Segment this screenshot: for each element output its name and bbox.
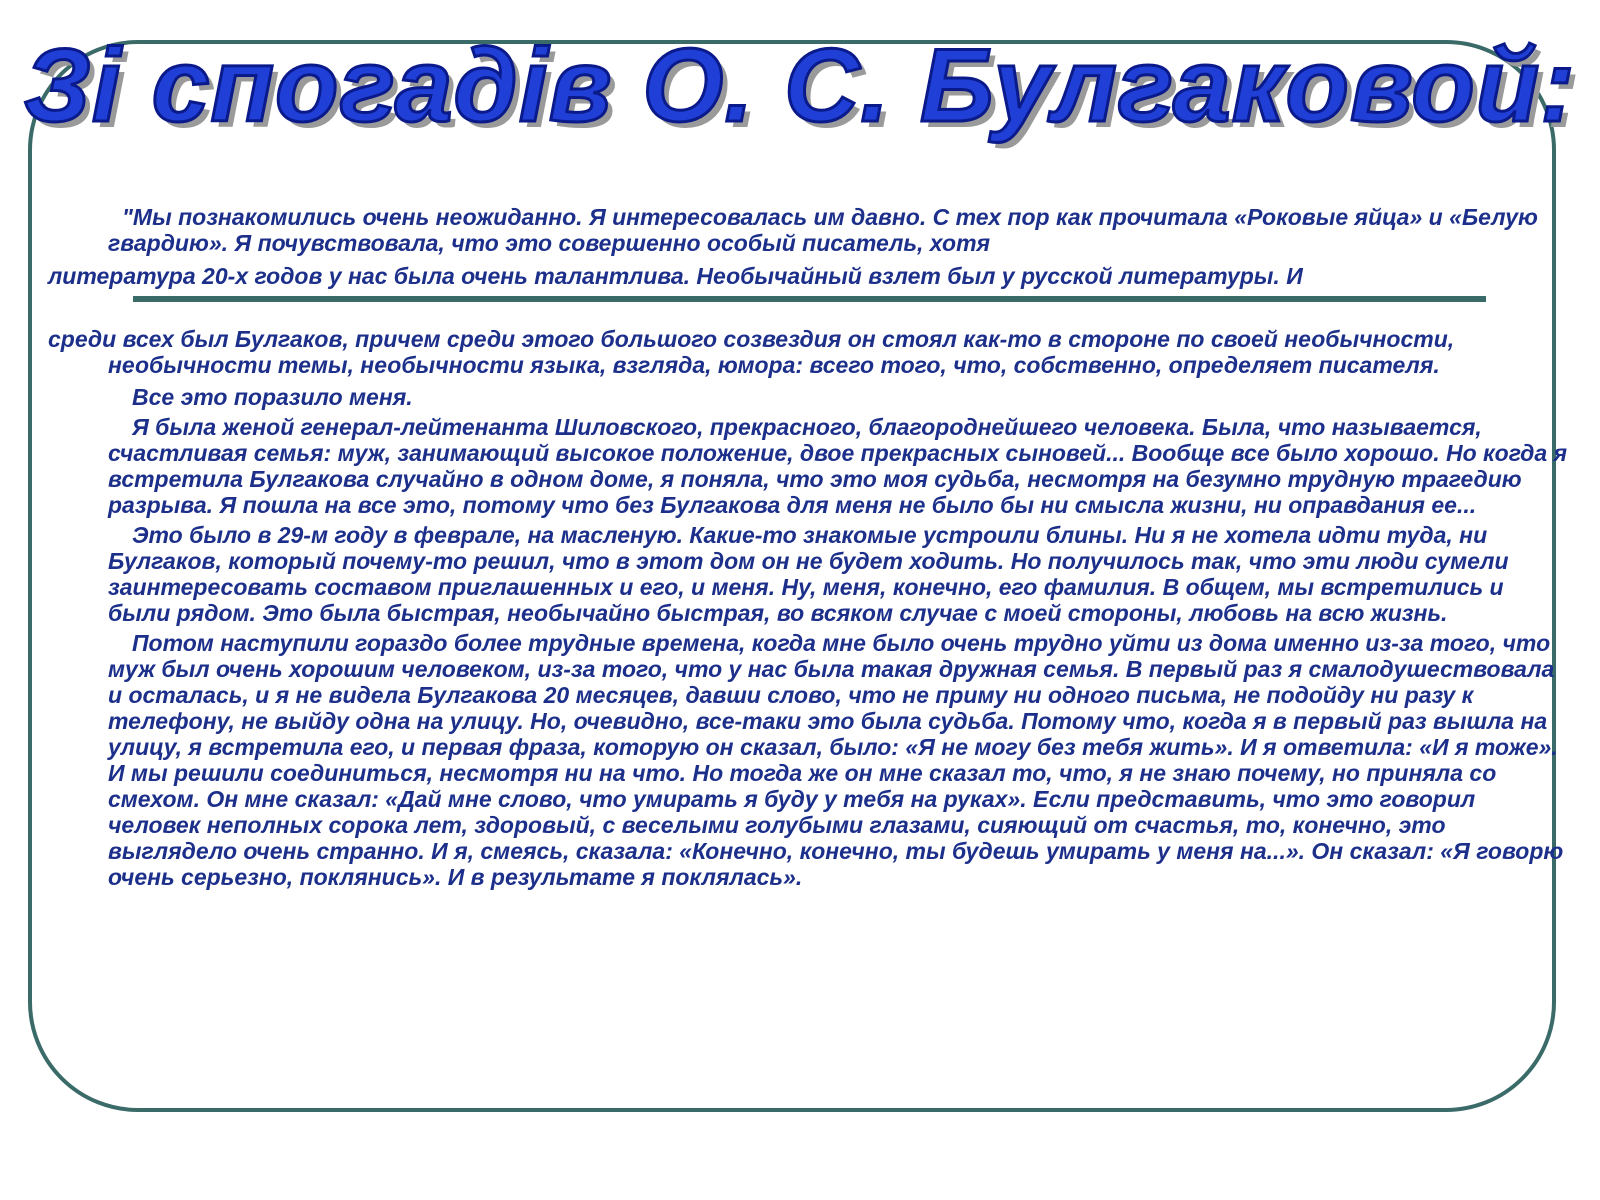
divider-line: [133, 296, 1486, 302]
paragraph-1: среди всех был Булгаков, причем среди этого большого созвездия он стоял как-то в стороне по своей необычности, необычности темы, необычности языка, взгляда, юмора: всего того, что, собственно, определяет писателя.: [48, 326, 1455, 378]
memoir-body: [48, 326, 1568, 894]
paragraph-5: Потом наступили гораздо более трудные времена, когда мне было очень трудно уйти из дома именно из-за того, что муж был очень хорошим человеком, из-за того, что у нас была такая дружная семья. В первый раз я смалодушествовала и осталась, и я не видела Булгакова 20 месяцев, давши слово, что не приму ни одного письма, не подойду ни разу к телефону, не выйду одна на улицу. Но, очевидно, все-таки это была судьба. Потому что, когда я в первый раз вышла на улицу, я встретила его, и первая фраза, которую он сказал, было: «Я не могу без тебя жить». И я ответила: «И я тоже». И мы решили соединиться, несмотря ни на что. Но тогда же он мне сказал то, что, я не знаю почему, но приняла со смехом. Он мне сказал: «Дай мне слово, что умирать я буду у тебя на руках». Если представить, что это говорил человек неполных сорока лет, здоровый, с веселыми голубыми глазами, сияющий от счастья, то, конечно, это выглядело очень странно. И я, смеясь, сказала: «Конечно, конечно, ты будешь умирать у меня на...». Он сказал: «Я говорю очень серьезно, поклянись». И в результате я поклялась».: [108, 630, 1564, 890]
quote-intro: "Мы познакомились очень неожиданно. Я интересовалась им давно. С тех пор как прочитала «Роковые яйца» и «Белую гвардию». Я почувствовала, что это совершенно особый писатель, хотя: [108, 204, 1538, 256]
paragraph-4: Это было в 29-м году в феврале, на масленую. Какие-то знакомые устроили блины. Ни я не хотела идти туда, ни Булгаков, который почему-то решил, что в этот дом он не будет ходить. Но получилось так, что эти люди сумели заинтересовать составом приглашенных и его, и меня. Ну, меня, конечно, его фамилия. В общем, мы встретились и были рядом. Это была быстрая, необычайно быстрая, во всяком случае с моей стороны, любовь на всю жизнь.: [108, 522, 1509, 626]
slide-title: Зі спогадів О. С. Булгаковой:: [24, 28, 1576, 144]
quote-intro-block: [108, 204, 1568, 256]
paragraph-3: Я была женой генерал-лейтенанта Шиловского, прекрасного, благороднейшего человека. Была, что называется, счастливая семья: муж, занимающий высокое положение, двое прекрасных сыновей... Вообще все было хорошо. Но когда я встретила Булгакова случайно в одном доме, я поняла, что это моя судьба, несмотря на безумно трудную трагедию разрыва. Я пошла на все это, потому что без Булгакова для меня не было бы ни смысла жизни, ни оправдания ее...: [108, 414, 1568, 518]
paragraph-2: Все это поразило меня.: [132, 384, 413, 410]
quote-line-3: литература 20-х годов у нас была очень талантлива. Необычайный взлет был у русской литературы. И: [48, 263, 1303, 289]
